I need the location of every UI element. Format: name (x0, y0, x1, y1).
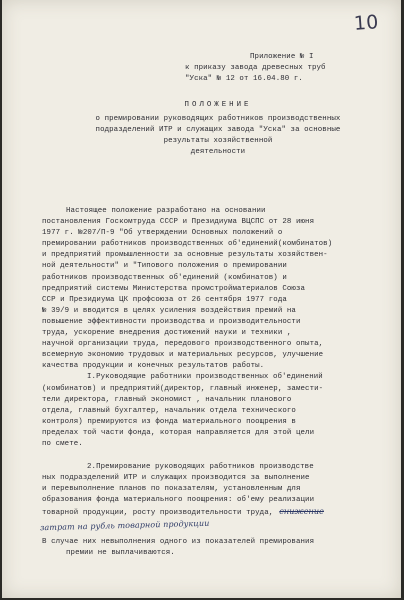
body-line: и предприятий промышленности за основные результаты хозяйствен- (42, 251, 328, 260)
closing-line: премии не выплачиваются. (66, 549, 175, 558)
body-line: постановления Госкомтруда СССР и Президиума ВЦСПС от 28 июня (42, 218, 315, 227)
subtitle-line: о премировании руководящих работников производственных (95, 115, 341, 124)
body-line: ной деятельности" и "Типового положения о премировании (42, 262, 287, 271)
body-line: ных подразделений ИТР и служащих производится за выполнение (42, 474, 310, 483)
document-body (42, 206, 382, 518)
document-subtitle (68, 114, 368, 158)
body-line-with-strike (42, 506, 382, 517)
handwritten-insertion: затрат на рубль товарной продукции (39, 518, 210, 533)
body-line: отдела, главный бухгалтер, начальник отдела технического (42, 406, 296, 415)
body-line: тели директора, главный экономист , начальник планового (42, 395, 292, 404)
body-line: премировании работников производственных об'единений(комбинатов) (42, 240, 333, 249)
body-line: всемерную экономию трудовых и материальных ресурсов, улучшение (42, 351, 324, 360)
closing-line: В случае них невыполнения одного из показателей премирования (42, 538, 315, 546)
body-line: № 39/9 и вводится в целях усиления воздействия премий на (42, 306, 296, 315)
body-line: научной организации труда, передового производственного опыта, (42, 340, 324, 349)
subtitle-line: результаты хозяйственной (163, 137, 273, 146)
body-line: труда, ускорение внедрения достижений науки и техники , (42, 329, 292, 338)
folio-number: 10 (352, 11, 379, 35)
body-line: по смете. (42, 439, 83, 448)
handwritten-correction-line (40, 518, 210, 536)
closing-lines (42, 537, 382, 559)
body-line: работников производственных об'единений (комбинатов) и (42, 273, 287, 282)
header-line-3: "Уска" № 12 от 16.04.80 г. (185, 75, 303, 84)
body-line: 2.Премирование руководящих работников производстве (87, 463, 314, 472)
body-line: предприятий системы Министерства промстройматериалов Союза (42, 284, 306, 293)
body-line: повышение эффективности производства и производительности (42, 317, 301, 326)
subtitle-line: подразделений ИТР и служащих завода "Уска" за основные (95, 126, 341, 135)
body-line-text: товарной продукции, росту производительности труда, (42, 509, 274, 518)
body-line: контроля) премируются из фонда материального поощрения в (42, 417, 296, 426)
title-block (68, 100, 368, 158)
header-line-1: Приложение № I (250, 53, 314, 61)
body-line: Настоящее положение разработано на основании (66, 207, 266, 215)
body-line: качества продукции и конечных результатов работы. (42, 362, 265, 371)
header-line-2: к приказу завода древесных труб (185, 64, 326, 73)
appendix-header (185, 52, 385, 85)
subtitle-line: деятельности (190, 148, 246, 157)
body-line: 1977 г. №207/П-9 "Об утверждении Основных положений о (42, 229, 283, 238)
document-page (2, 0, 401, 598)
paragraph-gap (42, 450, 382, 462)
body-line: образования фонда материального поощрения: об'ему реализации (42, 496, 315, 505)
body-line: ССР и Президиума ЦК профсоюза от 26 сентября 1977 года (42, 295, 287, 304)
body-line: I.Руководящие работники производственных об'единений (87, 373, 323, 382)
body-line: (комбинатов) и предприятий(директор, главный инженер, замести- (42, 384, 324, 393)
document-title: ПОЛОЖЕНИЕ (184, 101, 252, 109)
body-line: и перевыполнение планов по показателям, установленным для (42, 485, 301, 494)
body-line: пределах той части фонда, которая направляется для этой цели (42, 428, 315, 437)
struck-word: снижение (279, 507, 324, 517)
